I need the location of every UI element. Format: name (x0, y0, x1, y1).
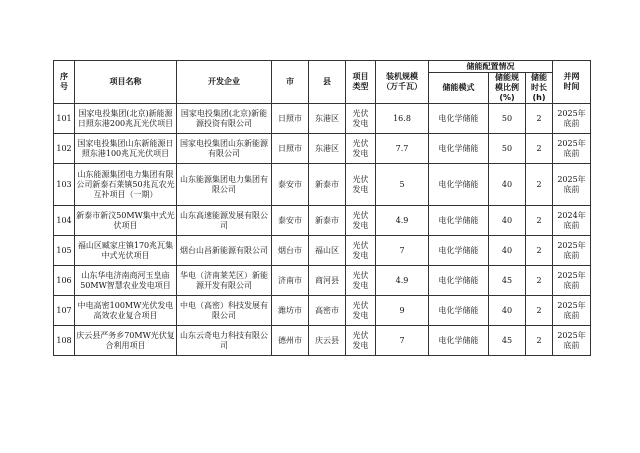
header-county: 县 (309, 61, 346, 104)
cell-county: 新泰市 (309, 206, 346, 236)
table-row (54, 134, 591, 164)
cell-grid-time: 2025年 底前 (553, 104, 591, 134)
cell-storage-ratio: 40 (489, 296, 526, 326)
cell-county: 新泰市 (309, 164, 346, 206)
cell-storage-hours: 2 (526, 296, 553, 326)
cell-storage-mode: 电化学储能 (429, 326, 489, 356)
cell-storage-mode: 电化学储能 (429, 164, 489, 206)
table-row (54, 296, 591, 326)
cell-capacity: 16.8 (376, 104, 429, 134)
cell-storage-hours: 2 (526, 134, 553, 164)
cell-county: 商河县 (309, 266, 346, 296)
cell-project: 山东华电济南商河玉皇庙50MW智慧农业发电项目 (75, 266, 177, 296)
cell-developer: 山东云奇电力科技有限公司 (177, 326, 272, 356)
cell-seq: 107 (54, 296, 75, 326)
cell-project: 国家电投集团(北京)新能源日照东港200兆瓦光伏项目 (75, 104, 177, 134)
cell-county: 东港区 (309, 134, 346, 164)
cell-developer: 华电（济南莱芜区）新能源开发有限公司 (177, 266, 272, 296)
cell-project: 庆云县严务乡70MW光伏复合利用项目 (75, 326, 177, 356)
cell-storage-ratio: 45 (489, 266, 526, 296)
cell-grid-time: 2025年 底前 (553, 266, 591, 296)
header-city: 市 (272, 61, 309, 104)
cell-capacity: 4.9 (376, 206, 429, 236)
cell-storage-mode: 电化学储能 (429, 236, 489, 266)
cell-storage-mode: 电化学储能 (429, 296, 489, 326)
cell-seq: 104 (54, 206, 75, 236)
cell-storage-mode: 电化学储能 (429, 206, 489, 236)
cell-grid-time: 2025年 底前 (553, 326, 591, 356)
cell-developer: 山东高速能源发展有限公司 (177, 206, 272, 236)
cell-type: 光伏 发电 (346, 206, 376, 236)
cell-type: 光伏 发电 (346, 236, 376, 266)
cell-capacity: 9 (376, 296, 429, 326)
project-table (53, 60, 591, 356)
cell-project: 国家电投集团山东新能源日照东港100兆瓦光伏项目 (75, 134, 177, 164)
header-type: 项目 类型 (346, 61, 376, 104)
cell-project: 中电高密100MW光伏发电高效农业复合项目 (75, 296, 177, 326)
header-storage-hours: 储能 时长 (h) (526, 73, 553, 104)
cell-seq: 106 (54, 266, 75, 296)
cell-city: 日照市 (272, 134, 309, 164)
cell-capacity: 7 (376, 236, 429, 266)
cell-developer: 烟台山昌新能源有限公司 (177, 236, 272, 266)
cell-storage-mode: 电化学储能 (429, 104, 489, 134)
cell-capacity: 5 (376, 164, 429, 206)
cell-developer: 山东能源集团电力集团有限公司 (177, 164, 272, 206)
header-grid-time: 并网 时间 (553, 61, 591, 104)
cell-storage-hours: 2 (526, 206, 553, 236)
header-storage-ratio: 储能规 模比例 (%) (489, 73, 526, 104)
cell-storage-ratio: 45 (489, 326, 526, 356)
cell-county: 高密市 (309, 296, 346, 326)
cell-city: 济南市 (272, 266, 309, 296)
cell-project: 福山区臧家庄镇170兆瓦集中式光伏项目 (75, 236, 177, 266)
cell-seq: 101 (54, 104, 75, 134)
table-body (54, 104, 591, 356)
cell-city: 泰安市 (272, 164, 309, 206)
cell-project: 新泰市新汶50MW集中式光伏项目 (75, 206, 177, 236)
table-row (54, 326, 591, 356)
header-row-top (54, 61, 591, 73)
cell-storage-mode: 电化学储能 (429, 266, 489, 296)
cell-storage-hours: 2 (526, 326, 553, 356)
cell-project: 山东能源集团电力集团有限公司新泰石莱镇50兆瓦农光互补项目（一期） (75, 164, 177, 206)
cell-seq: 103 (54, 164, 75, 206)
cell-storage-ratio: 40 (489, 206, 526, 236)
cell-grid-time: 2025年 底前 (553, 164, 591, 206)
cell-city: 烟台市 (272, 236, 309, 266)
cell-county: 庆云县 (309, 326, 346, 356)
header-developer: 开发企业 (177, 61, 272, 104)
cell-storage-ratio: 50 (489, 104, 526, 134)
cell-type: 光伏 发电 (346, 296, 376, 326)
cell-capacity: 7 (376, 326, 429, 356)
table-row (54, 236, 591, 266)
cell-type: 光伏 发电 (346, 104, 376, 134)
header-storage-mode: 储能模式 (429, 73, 489, 104)
table-row (54, 104, 591, 134)
cell-grid-time: 2025年 底前 (553, 134, 591, 164)
cell-developer: 中电（高密）科技发展有限公司 (177, 296, 272, 326)
cell-seq: 102 (54, 134, 75, 164)
header-storage-group: 储能配置情况 (429, 61, 553, 73)
table-row (54, 266, 591, 296)
cell-county: 福山区 (309, 236, 346, 266)
cell-grid-time: 2025年 底前 (553, 236, 591, 266)
cell-grid-time: 2025年 底前 (553, 296, 591, 326)
cell-storage-hours: 2 (526, 266, 553, 296)
cell-grid-time: 2024年 底前 (553, 206, 591, 236)
cell-storage-mode: 电化学储能 (429, 134, 489, 164)
header-seq: 序 号 (54, 61, 75, 104)
cell-city: 德州市 (272, 326, 309, 356)
cell-storage-hours: 2 (526, 164, 553, 206)
cell-storage-ratio: 40 (489, 236, 526, 266)
cell-type: 光伏 发电 (346, 266, 376, 296)
table-row (54, 164, 591, 206)
cell-storage-hours: 2 (526, 104, 553, 134)
cell-seq: 105 (54, 236, 75, 266)
cell-capacity: 4.9 (376, 266, 429, 296)
cell-developer: 国家电投集团(北京)新能源投资有限公司 (177, 104, 272, 134)
cell-type: 光伏 发电 (346, 134, 376, 164)
cell-storage-ratio: 40 (489, 164, 526, 206)
table-row (54, 206, 591, 236)
cell-city: 潍坊市 (272, 296, 309, 326)
cell-type: 光伏 发电 (346, 326, 376, 356)
cell-county: 东港区 (309, 104, 346, 134)
cell-city: 日照市 (272, 104, 309, 134)
header-capacity: 装机规模 （万千瓦） (376, 61, 429, 104)
cell-capacity: 7.7 (376, 134, 429, 164)
cell-storage-ratio: 50 (489, 134, 526, 164)
cell-storage-hours: 2 (526, 236, 553, 266)
cell-developer: 国家电投集团山东新能源有限公司 (177, 134, 272, 164)
cell-city: 泰安市 (272, 206, 309, 236)
cell-type: 光伏 发电 (346, 164, 376, 206)
header-project: 项目名称 (75, 61, 177, 104)
cell-seq: 108 (54, 326, 75, 356)
